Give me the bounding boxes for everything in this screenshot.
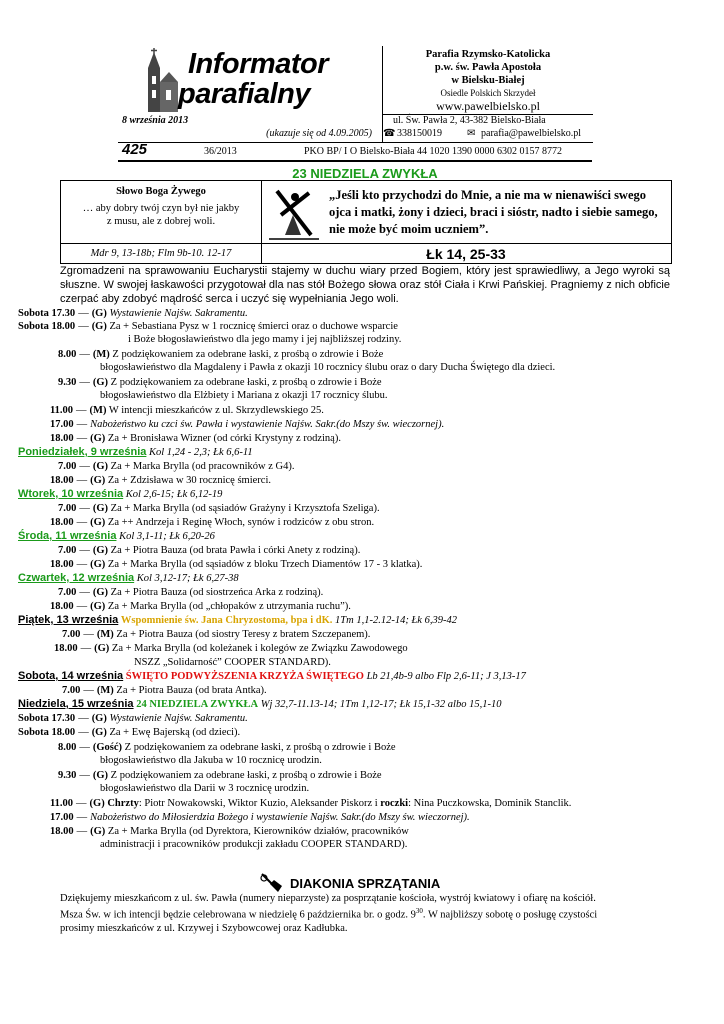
dash: —	[76, 798, 87, 809]
mass-intention-continued: błogosławieństwo dla Jakuba w 10 rocznicę urodzin.	[100, 755, 322, 766]
word-subtitle-1: … aby dobry twój czyn był nie jakby	[82, 203, 240, 214]
mass-time: 11.00	[50, 405, 74, 416]
mass-extra-label: roczki	[380, 798, 409, 809]
mass-time: 18.00	[50, 826, 74, 837]
mass-entry	[58, 741, 396, 754]
day-name: Czwartek, 12 września	[18, 572, 135, 584]
day-name: Poniedziałek, 9 września	[18, 446, 147, 458]
mass-intention: Za + Marka Brylla (od koleżanek i kolegów ze Związku Zawodowego	[111, 643, 408, 654]
mass-entry	[62, 628, 370, 641]
mass-intention: Za + Marka Brylla (od „chłopaków z utrzymania ruchu”).	[107, 601, 351, 612]
day-name: Piątek, 13 września	[18, 614, 119, 626]
mass-entry	[50, 418, 444, 431]
mass-intention: Z podziękowaniem za odebrane łaski, z prośbą o zdrowie i Boże	[110, 377, 382, 388]
mass-entry	[54, 642, 408, 655]
mass-intention: Za + Zdzisława w 30 rocznicę śmierci.	[107, 475, 271, 486]
mass-time: 7.00	[58, 545, 77, 556]
mass-time: Sobota 18.00	[18, 321, 76, 332]
address: ul. Św. Pawła 2, 43-382 Bielsko-Biała	[393, 115, 546, 126]
mass-entry	[50, 516, 374, 529]
mass-intention: Za ++ Andrzeja i Reginę Włoch, synów i rodziców z obu stron.	[107, 517, 375, 528]
mass-intention: Za + Marka Brylla (od pracowników z G4).	[110, 461, 295, 472]
mass-time: 8.00	[58, 742, 77, 753]
mass-tag: (G)	[90, 433, 106, 444]
mass-time: 9.30	[58, 377, 77, 388]
mass-tag: (G)	[90, 475, 106, 486]
parish-city: w Bielsku-Białej	[451, 75, 525, 86]
parish-name: Parafia Rzymsko-Katolicka	[425, 49, 551, 60]
day-readings: Kol 1,24 - 2,3; Łk 6,6-11	[149, 447, 253, 458]
phone-number: 338150019	[397, 128, 442, 139]
mass-intention: Wystawienie Najśw. Sakramentu.	[109, 713, 248, 724]
day-feast: Wspomnienie św. Jana Chryzostoma, bpa i dK.	[120, 615, 333, 626]
mass-intention: W intencji mieszkańców z ul. Skrzydlewskiego 25.	[108, 405, 324, 416]
issue-row	[118, 142, 592, 162]
diakonia-title: DIAKONIA SPRZĄTANIA	[290, 876, 441, 891]
dash: —	[76, 601, 88, 612]
dash: —	[76, 419, 88, 430]
mass-intention: Za + Bronisława Wizner (od córki Krystyny z rodziną).	[107, 433, 341, 444]
dash: —	[76, 517, 88, 528]
mass-entry	[18, 712, 248, 725]
mass-intention: Za + Piotra Bauza (od brata Pawła i córki Anety z rodziną).	[110, 545, 361, 556]
mass-time: 7.00	[58, 587, 77, 598]
sunday-title: 23 NIEDZIELA ZWYKŁA	[292, 166, 438, 181]
mass-tag: (G)	[92, 461, 109, 472]
mass-entry	[58, 544, 360, 557]
day-name: Sobota, 14 września	[18, 670, 124, 682]
day-name: Środa, 11 września	[18, 530, 117, 542]
dash: —	[78, 713, 89, 724]
mass-intention: Nabożeństwo do Miłosierdzia Bożego i wystawienie Najśw. Sakr.(do Mszy św. wieczornej).	[90, 812, 470, 823]
dash: —	[78, 308, 89, 319]
parish-patron: p.w. św. Pawła Apostoła	[434, 62, 542, 73]
dash: —	[76, 405, 87, 416]
dash: —	[79, 377, 90, 388]
mass-time: 18.00	[50, 517, 74, 528]
mass-time: 18.00	[50, 559, 74, 570]
mass-intention: Za + Piotra Bauza (od brata Antka).	[116, 685, 267, 696]
mass-time: 18.00	[50, 433, 74, 444]
mass-time: 18.00	[50, 475, 74, 486]
mass-time: 9.30	[58, 770, 77, 781]
mass-tag: (G)	[91, 308, 107, 319]
mass-tag: (G)	[90, 559, 106, 570]
dash: —	[76, 433, 88, 444]
mass-time: 18.00	[54, 643, 78, 654]
mass-intention: Za + Marka Brylla (od sąsiadów Grażyny i Krzysztofa Szeliga).	[110, 503, 380, 514]
mass-entry	[50, 811, 470, 824]
mass-intention: Za + Ewę Bajerską (od dzieci).	[109, 727, 241, 738]
word-left-panel	[61, 181, 262, 243]
mass-time: Sobota 18.00	[18, 727, 76, 738]
mass-entry	[50, 825, 409, 838]
mass-intention-continued: błogosławieństwo dla Elżbiety i Mariana z okazji 17 rocznicy ślubu.	[100, 390, 388, 401]
day-feast: ŚWIĘTO PODWYŻSZENIA KRZYŻA ŚWIĘTEGO	[125, 671, 364, 682]
email-icon: ✉	[467, 128, 476, 139]
diakonia-text-line3: prosimy mieszkańców z ul. Krzywej i Szybowcowej oraz Kadłubka.	[60, 922, 348, 934]
mass-tag: (G)	[91, 713, 107, 724]
day-readings: 1Tm 1,1-2.12-14; Łk 6,39-42	[335, 615, 457, 626]
mass-intention-continued: błogosławieństwo dla Magdaleny i Pawła z okazji 10 rocznicy ślubu oraz o dary Ducha Świętego dla dzieci.	[100, 362, 556, 373]
masthead-title-line1: Informator	[188, 48, 328, 80]
mass-entry	[50, 474, 271, 487]
masthead-title-line2: parafialny	[178, 78, 310, 110]
dash: —	[78, 727, 89, 738]
day-header	[18, 488, 222, 501]
dash: —	[79, 770, 90, 781]
mass-entry	[50, 558, 422, 571]
dash: —	[79, 742, 90, 753]
mass-entry	[58, 586, 323, 599]
day-header	[18, 698, 501, 711]
mass-tag: (G)	[90, 601, 106, 612]
mass-intention: Za + Marka Brylla (od sąsiadów z bloku Trzech Diamentów 17 - 3 klatka).	[107, 559, 423, 570]
mass-entry	[50, 404, 324, 417]
mass-entry	[18, 726, 240, 739]
day-feast: 24 NIEDZIELA ZWYKŁA	[136, 699, 259, 710]
mass-tag: (G)	[91, 321, 107, 332]
mass-intention-continued: administracji i pracowników produkcji zakładu COOPER STANDARD).	[100, 839, 408, 850]
website-link[interactable]: www.pawelbielsko.pl	[436, 99, 540, 113]
day-header	[18, 446, 253, 459]
mass-entry	[18, 307, 248, 320]
mass-intention-continued: błogosławieństwo dla Darii w 3 rocznicę urodzin.	[100, 783, 310, 794]
mass-tag: (M)	[96, 629, 114, 640]
bank-account: PKO BP/ I O Bielsko-Biała 44 1020 1390 0000 6302 0157 8772	[304, 146, 563, 157]
diakonia-text-line1: Dziękujemy mieszkańcom z ul. św. Pawła (numery nieparzyste) za posprzątanie kościoła, wystrój kwiatowy i ofiarę na kościół.	[60, 893, 596, 904]
mass-intention: Za + Piotra Bauza (od siostrzeńca Arka z rodziną).	[110, 587, 324, 598]
mass-intention: Za + Piotra Bauza (od siostry Teresy z bratem Szczepanem).	[116, 629, 371, 640]
mass-tag: (G)	[92, 770, 109, 781]
mass-intention: Wystawienie Najśw. Sakramentu.	[109, 308, 248, 319]
issue-code: 36/2013	[204, 146, 237, 157]
dash: —	[83, 685, 94, 696]
dash: —	[79, 349, 90, 360]
mass-entry	[58, 460, 294, 473]
parish-info-box	[382, 46, 593, 115]
word-of-god-box	[60, 180, 672, 264]
day-header	[18, 530, 215, 543]
diakonia-text	[60, 892, 690, 935]
mass-extra: : Nina Puczkowska, Dominik Stanclik.	[408, 798, 572, 809]
mass-intention: Nabożeństwo ku czci św. Pawła i wystawienie Najśw. Sakr.(do Mszy św. wieczornej).	[90, 419, 445, 430]
dash: —	[78, 321, 89, 332]
word-heading: Słowo Boga Żywego	[116, 186, 206, 197]
mass-tag: (G)	[90, 517, 106, 528]
dash: —	[76, 826, 88, 837]
mass-time: 18.00	[50, 601, 74, 612]
mass-tag: (M)	[96, 685, 114, 696]
mass-time: 17.00	[50, 812, 74, 823]
diakonia-text-line2	[60, 905, 690, 922]
dash: —	[79, 545, 90, 556]
mass-time: 11.00	[50, 798, 74, 809]
mass-time: 7.00	[62, 629, 81, 640]
cross-illustration-icon	[267, 185, 321, 241]
mass-intention: Z podziękowaniem za odebrane łaski, z prośbą o zdrowie i Boże	[110, 770, 382, 781]
mass-time: Sobota 17.30	[18, 713, 76, 724]
dash: —	[76, 475, 88, 486]
day-header	[18, 572, 239, 585]
mass-time: 7.00	[58, 461, 77, 472]
mass-tag: (G)	[90, 826, 106, 837]
mass-tag: (G)	[94, 643, 110, 654]
gospel-reference: Łk 14, 25-33	[261, 243, 671, 264]
day-header	[18, 670, 526, 683]
dash: —	[76, 812, 88, 823]
word-subtitle-2: z musu, ale z dobrej woli.	[106, 216, 216, 227]
issue-date: 8 września 2013	[122, 115, 189, 126]
mass-tag: (G)	[92, 545, 109, 556]
mass-tag: (G)	[92, 503, 109, 514]
mass-entry	[50, 600, 351, 613]
church-logo-icon	[140, 48, 180, 112]
mass-entry	[58, 769, 382, 782]
mass-intention: Za + Sebastiana Pysz w 1 rocznicę śmierci oraz o duchowe wsparcie	[109, 321, 398, 332]
mass-time: 7.00	[62, 685, 81, 696]
time-minutes: 30	[415, 907, 423, 915]
mass-entry	[50, 797, 571, 810]
email-link[interactable]: parafia@pawelbielsko.pl	[481, 128, 582, 139]
day-readings: Lb 21,4b-9 albo Flp 2,6-11; J 3,13-17	[366, 671, 526, 682]
mass-tag: (G)	[91, 727, 107, 738]
mass-intention: Z podziękowaniem za odebrane łaski, z prośbą o zdrowie i Boże	[112, 349, 384, 360]
day-readings: Kol 2,6-15; Łk 6,12-19	[125, 489, 223, 500]
broom-icon	[258, 872, 286, 892]
dash: —	[79, 503, 90, 514]
day-readings: Kol 3,12-17; Łk 6,27-38	[136, 573, 239, 584]
date-row	[118, 114, 382, 143]
phone-icon: ☎	[383, 128, 396, 139]
mass-tag: (G)	[92, 377, 109, 388]
day-readings: Kol 3,1-11; Łk 6,20-26	[119, 531, 215, 542]
diakonia-text-line2-end: . W najbliższy sobotę o posługę czystości	[422, 909, 598, 921]
mass-entry	[50, 432, 341, 445]
mass-entry	[58, 348, 383, 361]
dash: —	[76, 559, 88, 570]
mass-time: 8.00	[58, 349, 77, 360]
dash: —	[79, 461, 90, 472]
mass-time: 7.00	[58, 503, 77, 514]
readings-reference: Mdr 9, 13-18b; Flm 9b-10. 12-17	[61, 243, 262, 264]
mass-tag: (G) Chrzty	[89, 798, 139, 809]
day-readings: Wj 32,7-11.13-14; 1Tm 1,12-17; Łk 15,1-32 albo 15,1-10	[260, 699, 502, 710]
mass-tag: (G)	[92, 587, 109, 598]
mass-intention: Z podziękowaniem za odebrane łaski, z prośbą o zdrowie i Boże	[124, 742, 396, 753]
mass-tag: (M)	[89, 405, 107, 416]
mass-entry	[58, 502, 380, 515]
dash: —	[80, 643, 92, 654]
day-name: Wtorek, 10 września	[18, 488, 124, 500]
day-header	[18, 614, 457, 627]
mass-intention-continued: NSZZ „Solidarność” COOPER STANDARD).	[134, 657, 331, 668]
mass-intention: Za + Marka Brylla (od Dyrektora, Kierowników działów, pracowników	[107, 826, 409, 837]
parish-estate: Osiedle Polskich Skrzydeł	[440, 88, 536, 98]
mass-tag: (Gość)	[92, 742, 123, 753]
published-note: (ukazuje się od 4.09.2005)	[266, 128, 372, 139]
diakonia-text-line2-main: Msza Św. w ich intencji będzie celebrowana w niedzielę 6 października br. o godz. 9	[60, 909, 416, 921]
mass-time: Sobota 17.30	[18, 308, 76, 319]
contact-row	[382, 114, 593, 143]
day-name: Niedziela, 15 września	[18, 698, 134, 710]
mass-entry	[62, 684, 267, 697]
issue-number: 425	[122, 141, 148, 158]
mass-intention-continued: i Boże błogosławieństwo dla jego mamy i jej najbliższej rodziny.	[128, 334, 402, 345]
mass-entry	[58, 376, 382, 389]
intro-paragraph: Zgromadzeni na sprawowaniu Eucharystii stajemy w duchu wiary przed Bogiem, który jest sprawiedliwy, a Jego wyroki są słuszne. W swojej łaskawości przygotował dla nas stół Bożego słowa oraz stół Ciała i Krwi Pańskiej. Pragniemy z nich obficie czerpać aby zdobyć mądrość serca i uczyć się wypełniania Jego woli.	[60, 265, 670, 305]
gospel-quote: „Jeśli kto przychodzi do Mnie, a nie ma w nienawiści swego ojca i matki, żony i dzieci, braci i sióstr, nadto i siebie samego, nie może być moim uczniem”.	[329, 188, 658, 236]
mass-intention: : Piotr Nowakowski, Wiktor Kuzio, Aleksander Piskorz i	[138, 798, 378, 809]
mass-tag: (M)	[92, 349, 110, 360]
dash: —	[79, 587, 90, 598]
mass-entry	[18, 320, 398, 333]
dash: —	[83, 629, 94, 640]
mass-time: 17.00	[50, 419, 74, 430]
